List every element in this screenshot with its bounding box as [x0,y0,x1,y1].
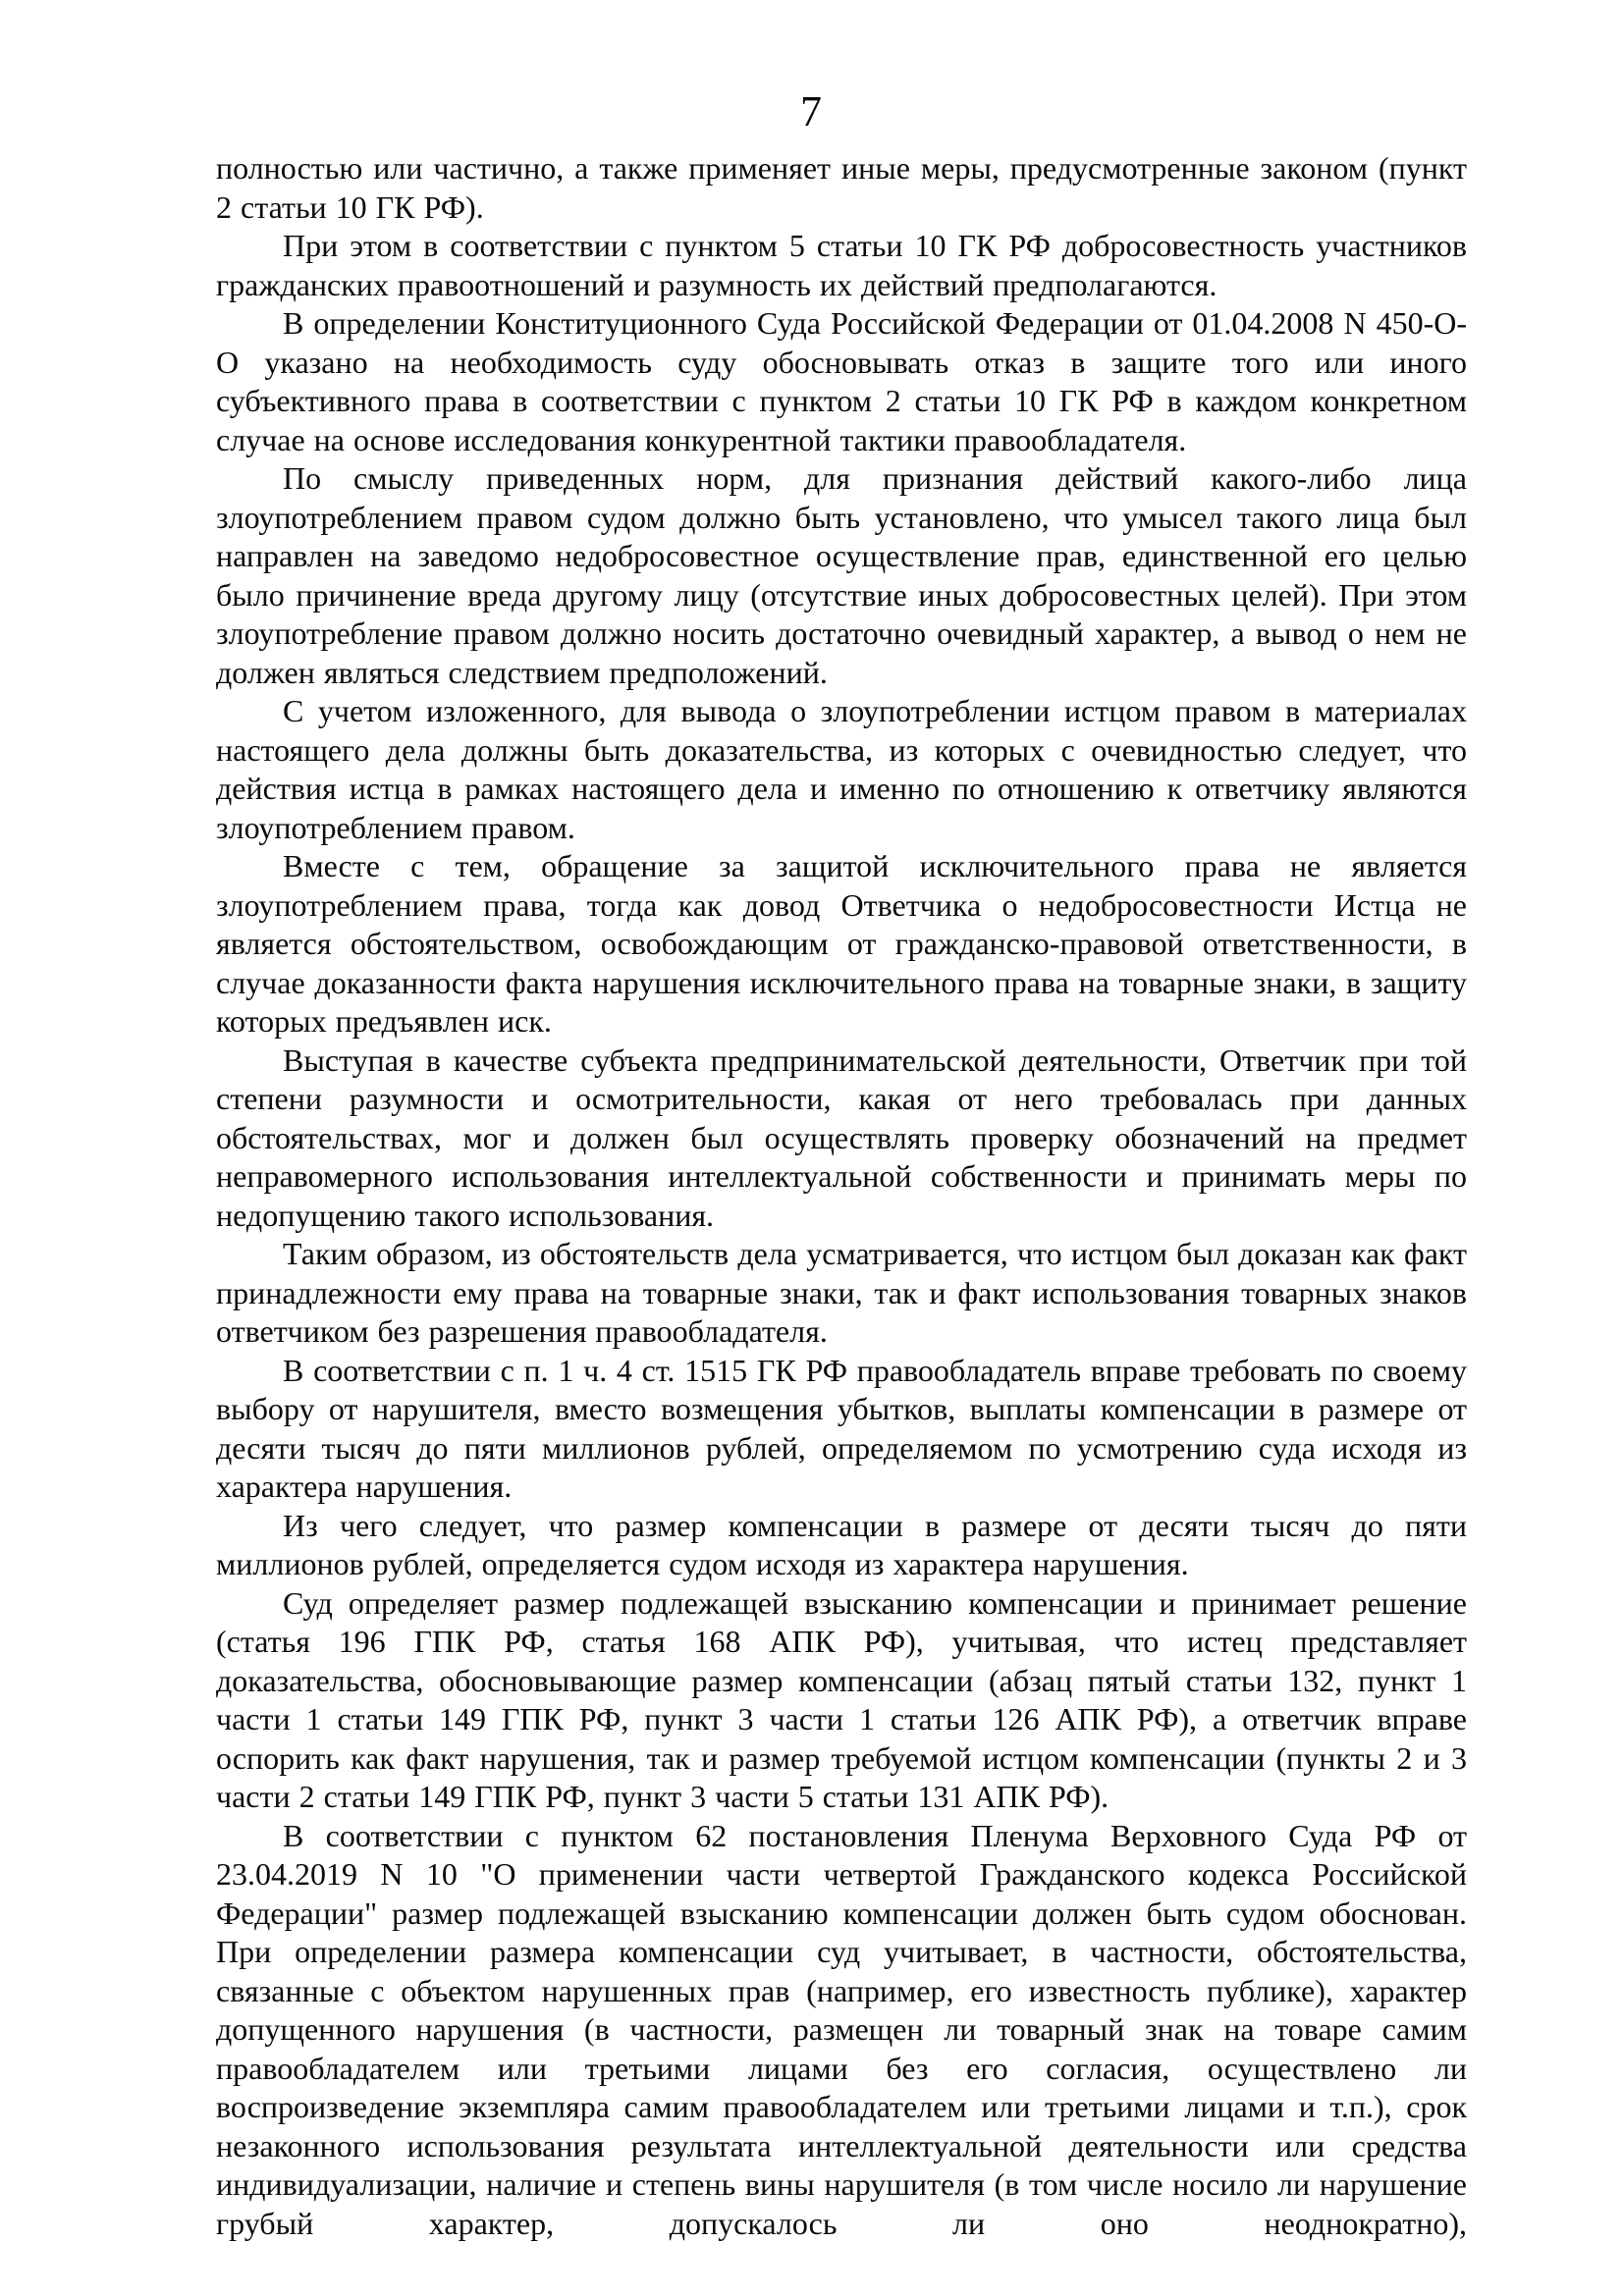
document-body [216,149,1467,2243]
body-paragraph: При этом в соответствии с пунктом 5 статьи 10 ГК РФ добросовестность участников гражданских правоотношений и разумность их действий предполагаются. [216,228,1467,302]
body-paragraph: Из чего следует, что размер компенсации в размере от десяти тысяч до пяти миллионов рублей, определяется судом исходя из характера нарушения. [216,1507,1467,1581]
body-paragraph: В соответствии с п. 1 ч. 4 ст. 1515 ГК РФ правообладатель вправе требовать по своему выбору от нарушителя, вместо возмещения убытков, выплаты компенсации в размере от десяти тысяч до пяти миллионов рублей, определяемом по усмотрению суда исходя из характера нарушения. [216,1352,1467,1504]
body-paragraph: По смыслу приведенных норм, для признания действий какого-либо лица злоупотреблением правом судом должно быть установлено, что умысел такого лица был направлен на заведомо недобросовестное осуществление прав, единственной его целью было причинение вреда другому лицу (отсутствие иных добросовестных целей). При этом злоупотребление правом должно носить достаточно очевидный характер, а вывод о нем не должен являться следствием предположений. [216,460,1467,690]
body-paragraph: Таким образом, из обстоятельств дела усматривается, что истцом был доказан как факт принадлежности ему права на товарные знаки, так и факт использования товарных знаков ответчиком без разрешения правообладателя. [216,1236,1467,1349]
body-paragraph: Вместе с тем, обращение за защитой исключительного права не является злоупотреблением права, тогда как довод Ответчика о недобросовестности Истца не является обстоятельством, освобождающим от гражданско-правовой ответственности, в случае доказанности факта нарушения исключительного права на товарные знаки, в защиту которых предъявлен иск. [216,848,1467,1039]
body-paragraph: Суд определяет размер подлежащей взысканию компенсации и принимает решение (статья 196 ГПК РФ, статья 168 АПК РФ), учитывая, что истец представляет доказательства, обосновывающие размер компенсации (абзац пятый статьи 132, пункт 1 части 1 статьи 149 ГПК РФ, пункт 3 части 1 статьи 126 АПК РФ), а ответчик вправе оспорить как факт нарушения, так и размер требуемой истцом компенсации (пункты 2 и 3 части 2 статьи 149 ГПК РФ, пункт 3 части 5 статьи 131 АПК РФ). [216,1584,1467,1814]
body-paragraph: С учетом изложенного, для вывода о злоупотреблении истцом правом в материалах настоящего дела должны быть доказательства, из которых с очевидностью следует, что действия истца в рамках настоящего дела и именно по отношению к ответчику являются злоупотреблением правом. [216,693,1467,845]
body-paragraph: В соответствии с пунктом 62 постановления Пленума Верховного Суда РФ от 23.04.2019 N 10 "О применении части четвертой Гражданского кодекса Российской Федерации" размер подлежащей взысканию компенсации должен быть судом обоснован. При определении размера компенсации суд учитывает, в частности, обстоятельства, связанные с объектом нарушенных прав (например, его известность публике), характер допущенного нарушения (в частности, размещен ли товарный знак на товаре самим правообладателем или третьими лицами без его согласия, осуществлено ли воспроизведение экземпляра самим правообладателем или третьими лицами и т.п.), срок незаконного использования результата интеллектуальной деятельности или средства индивидуализации, наличие и степень вины нарушителя (в том числе носило ли нарушение грубый характер, допускалось ли оно неоднократно), [216,1817,1467,2241]
body-paragraph: Выступая в качестве субъекта предпринимательской деятельности, Ответчик при той степени разумности и осмотрительности, какая от него требовалась при данных обстоятельствах, мог и должен был осуществлять проверку обозначений на предмет неправомерного использования интеллектуальной собственности и принимать меры по недопущению такого использования. [216,1041,1467,1233]
body-paragraph: полностью или частично, а также применяет иные меры, предусмотренные законом (пункт 2 статьи 10 ГК РФ). [216,150,1467,225]
page-number: 7 [800,87,823,135]
body-paragraph: В определении Конституционного Суда Российской Федерации от 01.04.2008 N 450-О-О указано на необходимость суду обосновывать отказ в защите того или иного субъективного права в соответствии с пунктом 2 статьи 10 ГК РФ в каждом конкретном случае на основе исследования конкурентной тактики правообладателя. [216,305,1467,457]
